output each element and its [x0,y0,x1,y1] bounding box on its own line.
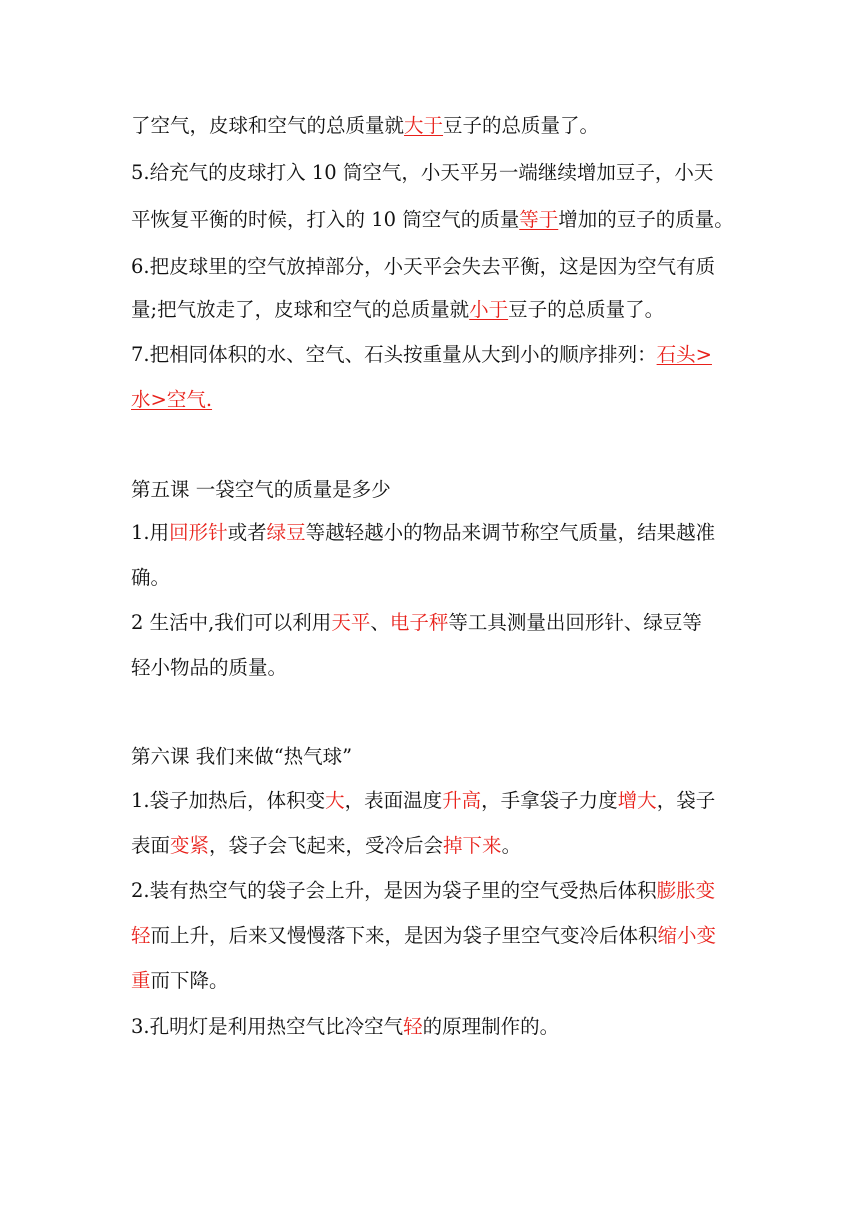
text-line [131,967,229,995]
text-run: 3.孔明灯是利用热空气比冷空气 [131,1015,404,1038]
text-line [131,341,712,369]
text-line [131,832,521,860]
answer-underlined: 大于 [404,114,444,137]
text-run: ，袋子 [656,789,716,812]
text-run: 表面 [131,834,171,857]
answer-red: 升高 [442,789,482,812]
text-run: 豆子的总质量了。 [443,114,600,137]
text-run: 确。 [131,566,171,589]
answer-red: 轻 [403,1015,423,1038]
text-line [131,877,715,905]
text-line [131,296,664,324]
text-run: 等越轻越小的物品来调节称空气质量，结果越准 [305,521,716,544]
section-heading [131,476,391,504]
answer-underlined: 小于 [469,298,509,321]
text-line [131,253,715,281]
text-run: 5.给充气的皮球打入 10 筒空气，小天平另一端继续增加豆子，小天 [131,161,714,184]
answer-red: 天平 [331,611,371,634]
answer-red: 变紧 [170,834,210,857]
text-line [131,112,599,140]
answer-underlined: 水>空气. [131,388,213,411]
text-line [131,206,734,234]
text-line [131,1013,559,1041]
text-run: 2.装有热空气的袋子会上升，是因为袋子里的空气受热后体积 [131,879,657,902]
text-run: 1.袋子加热后，体积变 [131,789,326,812]
answer-underlined: 石头> [656,343,712,366]
text-run: 6.把皮球里的空气放掉部分，小天平会失去平衡，这是因为空气有质 [131,255,716,278]
text-line [131,787,715,815]
answer-red: 重 [131,969,151,992]
text-run: 而上升，后来又慢慢落下来，是因为袋子里空气变冷后体积 [150,924,658,947]
text-line [131,654,287,682]
text-run: 。 [501,834,522,857]
text-run: 2 生活中,我们可以利用 [131,611,332,634]
text-line [131,519,715,547]
text-run: 1.用 [131,521,170,544]
text-run: 了空气，皮球和空气的总质量就 [131,114,405,137]
answer-red: 轻 [131,924,151,947]
answer-red: 绿豆 [266,521,306,544]
text-run: 轻小物品的质量。 [131,656,288,679]
text-run: 、 [370,611,390,634]
answer-red: 缩小变 [657,924,717,947]
text-line [131,159,713,187]
section-heading [131,743,352,771]
text-line [131,564,170,592]
answer-red: 掉下来 [443,834,502,857]
heading-text: 第五课 一袋空气的质量是多少 [131,478,391,501]
text-run: 增加的豆子的质量。 [558,208,734,231]
text-run: ，袋子会飞起来，受冷后会 [209,834,444,857]
answer-red: 回形针 [169,521,228,544]
text-run: 平恢复平衡的时候，打入的 10 筒空气的质量 [131,208,520,231]
text-run: 等工具测量出回形针、绿豆等 [448,611,702,634]
heading-text: 第六课 我们来做“热气球” [131,745,353,768]
text-line [131,609,702,637]
text-run: 7.把相同体积的水、空气、石头按重量从大到小的顺序排列： [131,343,657,366]
text-run: 的原理制作的。 [422,1015,560,1038]
text-run: 或者 [227,521,267,544]
answer-red: 电子秤 [389,611,449,634]
text-line [131,922,716,950]
text-run: ，表面温度 [344,789,443,812]
answer-red: 大 [325,789,345,812]
text-run: 豆子的总质量了。 [508,298,665,321]
answer-red: 膨胀变 [656,879,716,902]
text-run: 而下降。 [150,969,229,992]
text-run: 量;把气放走了，皮球和空气的总质量就 [131,298,470,321]
text-line [131,386,212,414]
answer-red: 增大 [617,789,657,812]
answer-underlined: 等于 [519,208,559,231]
text-run: ，手拿袋子力度 [481,789,618,812]
